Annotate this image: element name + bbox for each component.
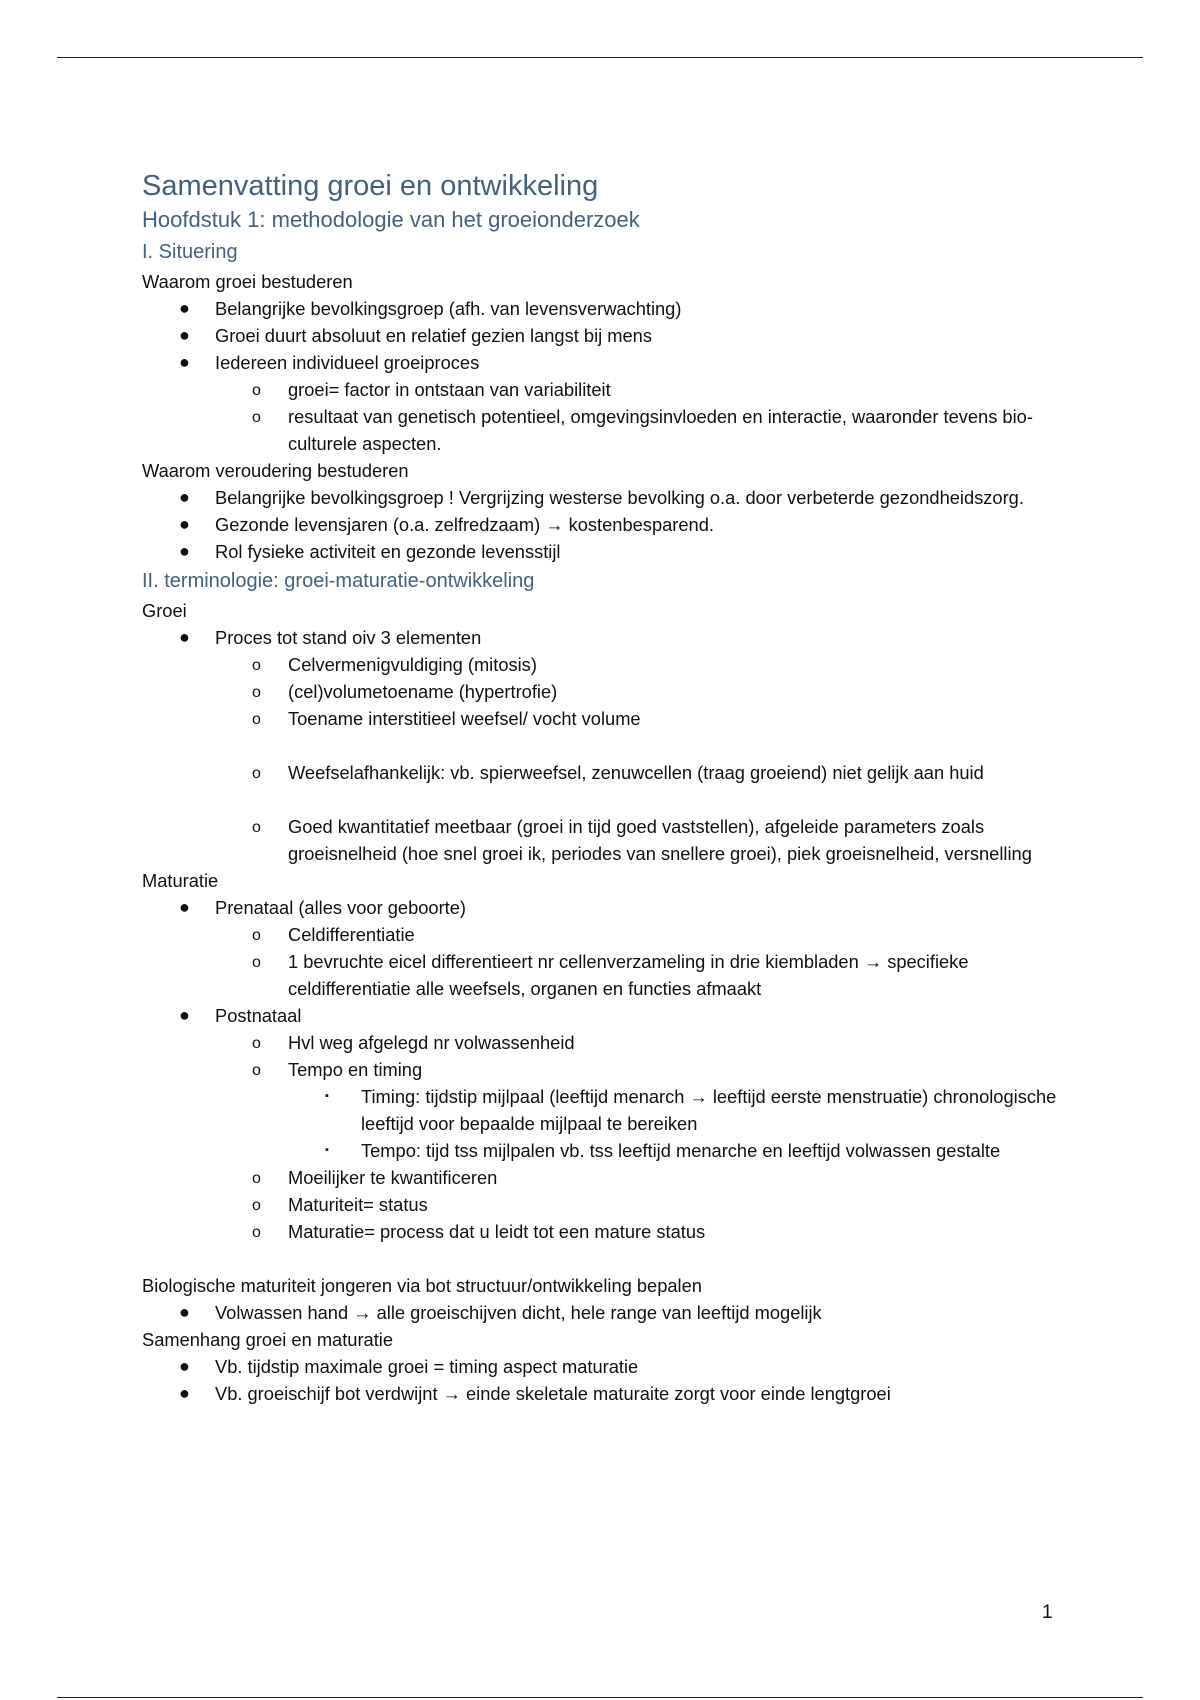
- paragraph-label: Biologische maturiteit jongeren via bot structuur/ontwikkeling bepalen: [142, 1275, 702, 1296]
- bullet-marker: ●: [179, 1383, 190, 1403]
- circle-marker: o: [252, 1062, 261, 1079]
- circle-marker: o: [252, 1035, 261, 1052]
- list-item: o Goed kwantitatief meetbaar (groei in tijd goed vaststellen), afgeleide parameters zoals groeisnelheid (hoe snel groei ik, periodes van snellere groei), piek groeisnelheid, versnelling: [252, 816, 1032, 864]
- list-item: o Maturiteit= status: [142, 1191, 1082, 1218]
- list-item: o Toename interstitieel weefsel/ vocht volume: [142, 705, 1082, 732]
- section-heading-situering: I. Situering: [142, 241, 238, 263]
- circle-marker: o: [252, 382, 261, 399]
- chapter-heading: Hoofdstuk 1: methodologie van het groeionderzoek: [142, 207, 640, 232]
- bullet-marker: ●: [179, 1356, 190, 1376]
- list-item: ▪ Timing: tijdstip mijlpaal (leeftijd menarch → leeftijd eerste menstruatie) chronologische leeftijd voor bepaalde mijlpaal te bereiken: [142, 1083, 1082, 1137]
- list-item: ● Prenataal (alles voor geboorte): [142, 894, 1082, 921]
- bullet-marker: ●: [179, 352, 190, 372]
- list-item: o groei= factor in ontstaan van variabiliteit: [142, 376, 1082, 403]
- list-item: o Maturatie= process dat u leidt tot een mature status: [142, 1218, 1082, 1245]
- footer-rule: [57, 1697, 1143, 1698]
- paragraph-label: Waarom groei bestuderen: [142, 271, 353, 292]
- bullet-marker: ●: [179, 897, 190, 917]
- circle-marker: o: [252, 684, 261, 701]
- bullet-marker: ●: [179, 487, 190, 507]
- circle-marker: o: [252, 409, 261, 426]
- document-body: [142, 168, 1082, 1407]
- circle-marker: o: [252, 954, 261, 971]
- list-item: o Celvermenigvuldiging (mitosis): [142, 651, 1082, 678]
- spacer: [142, 786, 1082, 813]
- list-item: ● Groei duurt absoluut en relatief gezien langst bij mens: [142, 322, 1082, 349]
- list-item: o Celdifferentiatie: [142, 921, 1082, 948]
- bullet-marker: ●: [179, 1302, 190, 1322]
- bullet-marker: ●: [179, 325, 190, 345]
- bullet-marker: ●: [179, 627, 190, 647]
- list-item: ● Belangrijke bevolkingsgroep ! Vergrijzing westerse bevolking o.a. door verbeterde gezondheidszorg.: [142, 484, 1082, 511]
- list-item: o Weefselafhankelijk: vb. spierweefsel, zenuwcellen (traag groeiend) niet gelijk aan huid: [142, 759, 1082, 786]
- list-item: ● Iedereen individueel groeiproces: [142, 349, 1082, 376]
- paragraph-label: Groei: [142, 600, 187, 621]
- circle-marker: o: [252, 657, 261, 674]
- bullet-marker: ●: [179, 514, 190, 534]
- circle-marker: o: [252, 1224, 261, 1241]
- bullet-marker: ●: [179, 298, 190, 318]
- list-item: ▪ Tempo: tijd tss mijlpalen vb. tss leeftijd menarche en leeftijd volwassen gestalte: [142, 1137, 1082, 1164]
- circle-marker: o: [252, 765, 261, 782]
- paragraph-label: Waarom veroudering bestuderen: [142, 460, 409, 481]
- list-item: ● Rol fysieke activiteit en gezonde levensstijl: [142, 538, 1082, 565]
- list-item: ● Belangrijke bevolkingsgroep (afh. van levensverwachting): [142, 295, 1082, 322]
- section-heading-terminologie: II. terminologie: groei-maturatie-ontwikkeling: [142, 570, 535, 592]
- list-item: o Tempo en timing: [142, 1056, 1082, 1083]
- circle-marker: o: [252, 819, 261, 836]
- bullet-marker: ●: [179, 1005, 190, 1025]
- bullet-marker: ●: [179, 541, 190, 561]
- circle-marker: o: [252, 1170, 261, 1187]
- page-number: 1: [1042, 1602, 1053, 1623]
- paragraph-label: Maturatie: [142, 870, 219, 891]
- list-item: o 1 bevruchte eicel differentieert nr cellenverzameling in drie kiembladen → specifieke celdifferentiatie alle weefsels, organen en functies afmaakt: [252, 951, 969, 999]
- circle-marker: o: [252, 711, 261, 728]
- square-marker: ▪: [325, 1090, 329, 1102]
- spacer: [142, 732, 1082, 759]
- circle-marker: o: [252, 1197, 261, 1214]
- circle-marker: o: [252, 927, 261, 944]
- list-item: ● Gezonde levensjaren (o.a. zelfredzaam) → kostenbesparend.: [142, 511, 1082, 538]
- header-rule: [57, 57, 1143, 58]
- list-item: o (cel)volumetoename (hypertrofie): [142, 678, 1082, 705]
- list-item: ● Vb. tijdstip maximale groei = timing aspect maturatie: [142, 1353, 1082, 1380]
- list-item: o resultaat van genetisch potentieel, omgevingsinvloeden en interactie, waaronder tevens bio-culturele aspecten.: [252, 406, 1033, 454]
- document-title: Samenvatting groei en ontwikkeling: [142, 170, 599, 202]
- spacer: [142, 1245, 1082, 1272]
- list-item: ● Proces tot stand oiv 3 elementen: [142, 624, 1082, 651]
- list-item: o Hvl weg afgelegd nr volwassenheid: [142, 1029, 1082, 1056]
- list-item: ● Vb. groeischijf bot verdwijnt → einde skeletale maturaite zorgt voor einde lengtgroei: [142, 1380, 1082, 1407]
- paragraph-label: Samenhang groei en maturatie: [142, 1329, 394, 1350]
- list-item: ● Volwassen hand → alle groeischijven dicht, hele range van leeftijd mogelijk: [142, 1299, 1082, 1326]
- list-item: ● Postnataal: [142, 1002, 1082, 1029]
- square-marker: ▪: [325, 1144, 329, 1156]
- list-item: o Moeilijker te kwantificeren: [142, 1164, 1082, 1191]
